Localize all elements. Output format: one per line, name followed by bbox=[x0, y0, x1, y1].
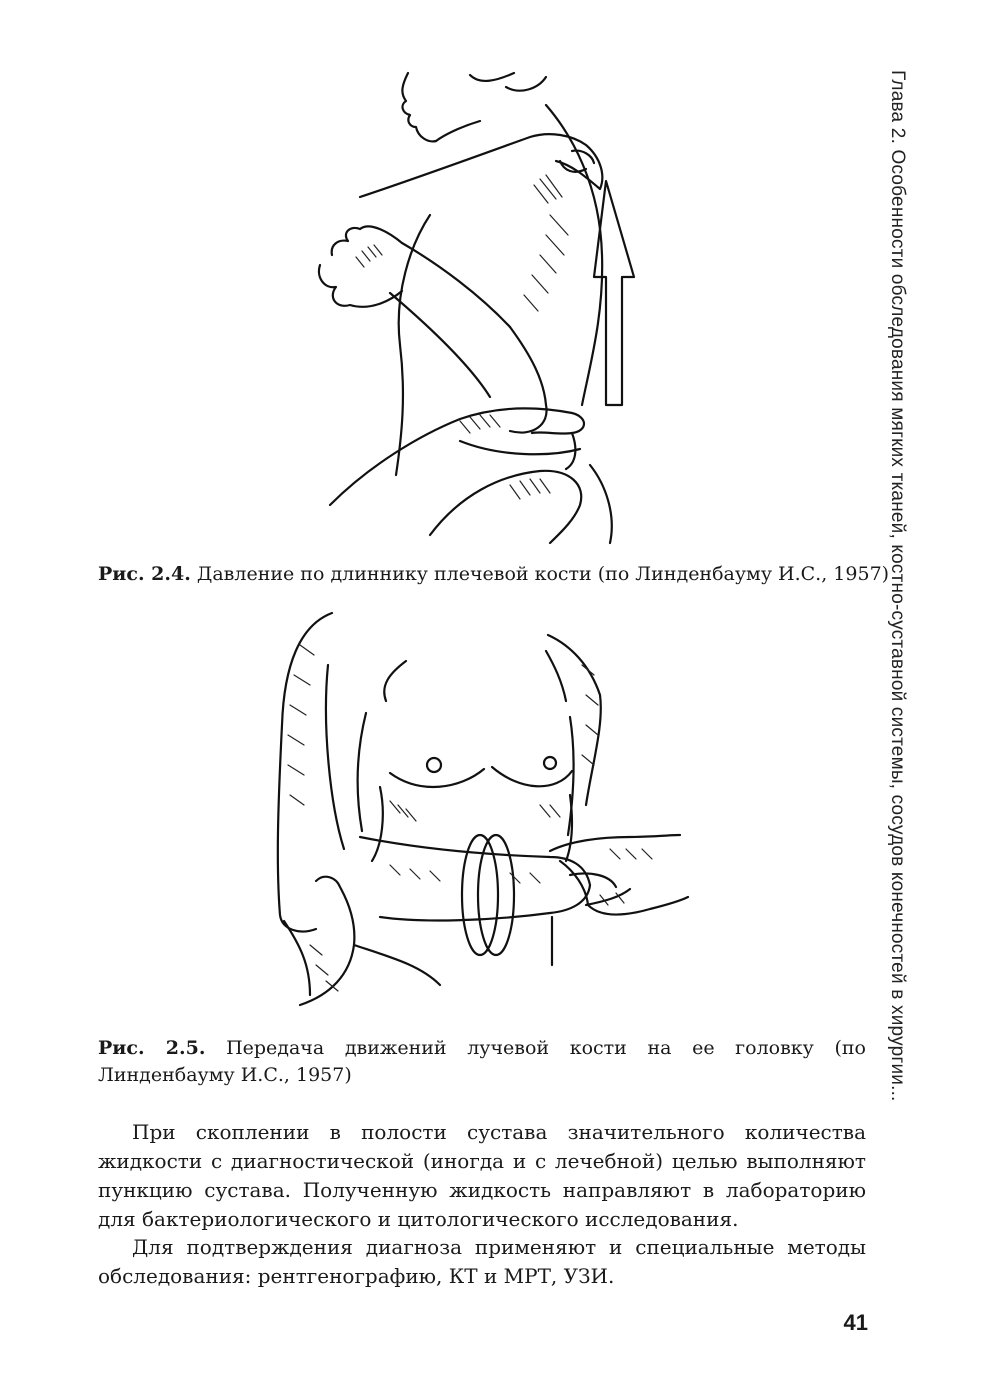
figure-2-4-illustration bbox=[310, 65, 650, 545]
radial-head-rotation-drawing bbox=[270, 605, 690, 1025]
body-paragraph: Для подтверждения диагноза применяют и специальные методы обследования: рентгенографию, КТ и МРТ, УЗИ. bbox=[98, 1235, 866, 1288]
figure-label: Рис. 2.4. bbox=[98, 563, 191, 585]
figure-caption-text: Передача движений лучевой кости на ее головку (по Линденбауму И.С., 1957) bbox=[98, 1037, 866, 1086]
body-paragraph: При скоплении в полости сустава значительного количества жидкости с диагностической (иногда и с лечебной) целью выполняют пункцию сустава. Полученную жидкость направляют в лабораторию для бактериологического и цитологического исследования. bbox=[98, 1120, 866, 1231]
chapter-title: Глава 2. Особенности обследования мягких тканей, костно-суставной системы, сосудов конечностей в хирургии... bbox=[887, 70, 908, 1102]
figure-caption-text: Давление по длиннику плечевой кости (по Линденбауму И.С., 1957) bbox=[196, 563, 890, 585]
figure-label: Рис. 2.5. bbox=[98, 1037, 206, 1059]
shoulder-pressure-drawing bbox=[310, 65, 650, 545]
figure-2-5-caption bbox=[98, 1035, 866, 1089]
page-number: 41 bbox=[843, 1310, 868, 1335]
figure-2-4-caption bbox=[98, 561, 890, 588]
figure-2-5-illustration bbox=[270, 605, 690, 1025]
